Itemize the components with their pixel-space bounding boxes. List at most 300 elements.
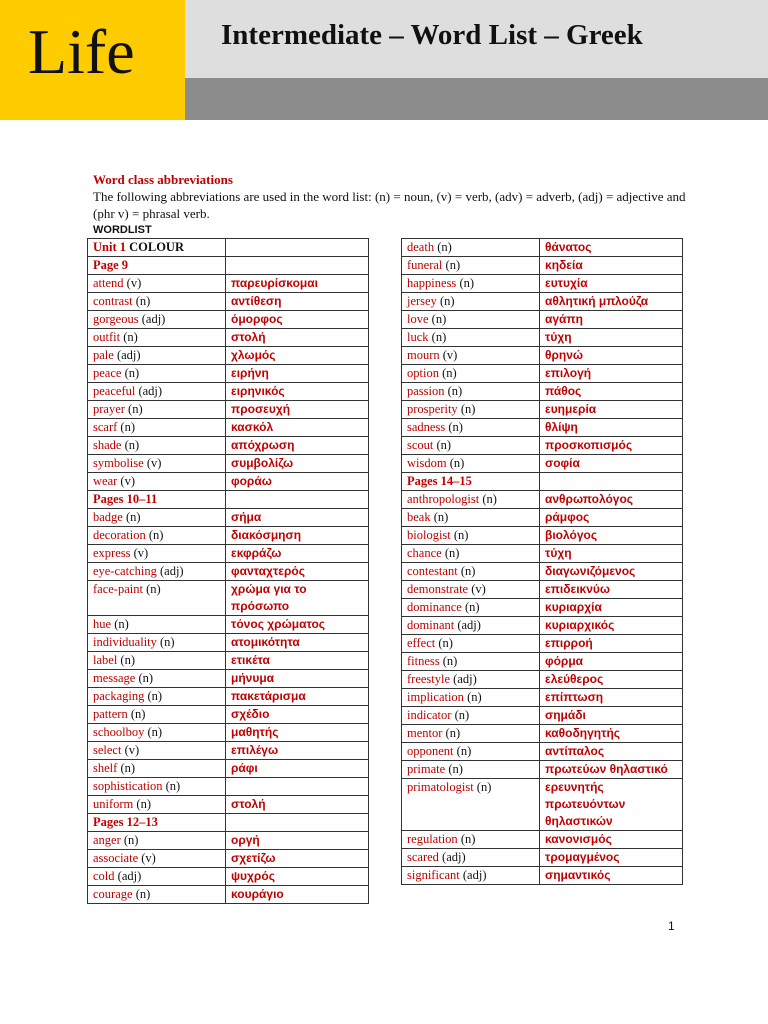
greek-translation: αντίπαλος [545,744,605,758]
greek-translation: τρομαγμένος [545,850,620,864]
english-cell [402,509,540,527]
headword: prosperity [407,402,458,416]
greek-cell [540,581,683,599]
greek-translation: στολή [231,797,266,811]
english-cell [88,275,226,293]
english-cell [88,239,226,257]
greek-cell [226,760,369,778]
table-row [88,616,369,634]
english-cell [88,688,226,706]
table-row [88,796,369,814]
headword: express [93,546,131,560]
greek-cell [540,761,683,779]
word-class: (n) [431,330,447,344]
greek-cell [540,275,683,293]
life-logo [0,0,185,120]
greek-translation: ευτυχία [545,276,588,290]
english-cell [402,437,540,455]
title-band [185,0,768,78]
english-cell [402,383,540,401]
greek-cell [226,491,369,509]
greek-cell [226,832,369,850]
table-row [402,599,683,617]
table-row [402,311,683,329]
english-cell [88,365,226,383]
table-row [88,706,369,724]
headword: opponent [407,744,454,758]
headword: option [407,366,439,380]
greek-cell [540,849,683,867]
page-title: Intermediate – Word List – Greek [221,19,643,51]
headword: uniform [93,797,134,811]
table-row [88,311,369,329]
headword: primate [407,762,446,776]
greek-translation: χρώμα για το πρόσωπο [231,582,307,613]
word-class: (n) [431,312,447,326]
table-row [88,437,369,455]
logo-text: Life [28,16,135,87]
greek-cell [226,581,369,616]
greek-cell [540,545,683,563]
headword: wear [93,474,118,488]
word-class: (adj) [116,348,141,362]
word-class: (n) [460,564,476,578]
headword: associate [93,851,139,865]
greek-translation: ανθρωπολόγος [545,492,634,506]
english-cell [402,347,540,365]
headword: funeral [407,258,443,272]
greek-cell [540,743,683,761]
greek-cell [540,671,683,689]
english-cell [88,563,226,581]
table-row [402,867,683,885]
headword: fitness [407,654,440,668]
english-cell [88,742,226,760]
greek-cell [226,419,369,437]
table-row [88,670,369,688]
word-class: (n) [135,887,151,901]
english-cell [402,867,540,885]
english-cell [88,652,226,670]
greek-cell [226,688,369,706]
table-row [88,760,369,778]
greek-cell [540,473,683,491]
word-class: (v) [442,348,458,362]
headword: anthropologist [407,492,480,506]
table-row [402,671,683,689]
greek-cell [540,329,683,347]
english-cell [402,311,540,329]
greek-translation: κουράγιο [231,887,284,901]
greek-translation: πάθος [545,384,582,398]
greek-translation: ατομικότητα [231,635,300,649]
section-heading-row [88,491,369,509]
greek-translation: κυριαρχία [545,600,602,614]
greek-translation: φανταχτερός [231,564,305,578]
greek-translation: συμβολίζω [231,456,294,470]
greek-translation: ερευνητής πρωτευόντων θηλαστικών [545,780,626,828]
english-cell [88,868,226,886]
english-cell [88,527,226,545]
headword: hue [93,617,112,631]
headword: label [93,653,118,667]
table-row [402,725,683,743]
english-cell [88,257,226,275]
english-cell [402,831,540,849]
headword: shelf [93,761,118,775]
greek-translation: απόχρωση [231,438,295,452]
table-row [402,455,683,473]
table-row [402,419,683,437]
english-cell [402,617,540,635]
table-row [402,617,683,635]
greek-cell [226,563,369,581]
headword: scout [407,438,434,452]
greek-cell [226,275,369,293]
word-class: (n) [459,276,475,290]
english-cell [402,491,540,509]
word-class: (n) [438,636,453,650]
greek-cell [226,383,369,401]
english-cell [88,491,226,509]
greek-cell [540,689,683,707]
word-class: (n) [128,402,143,416]
table-row [402,563,683,581]
table-row [402,437,683,455]
greek-cell [540,401,683,419]
word-class: (n) [123,833,139,847]
greek-cell [540,419,683,437]
greek-cell [540,867,683,885]
greek-cell [540,707,683,725]
greek-translation: αθλητική μπλούζα [545,294,649,308]
section-heading-row [402,473,683,491]
greek-cell [226,365,369,383]
english-cell [88,347,226,365]
headword: biologist [407,528,451,542]
headword: indicator [407,708,452,722]
greek-cell [226,634,369,652]
english-cell [88,311,226,329]
word-class: (n) [437,240,452,254]
unit-number: Unit 1 [93,240,126,254]
greek-cell [226,347,369,365]
table-row [88,365,369,383]
word-class: (adj) [117,869,142,883]
table-row [88,868,369,886]
table-row [88,832,369,850]
english-cell [88,760,226,778]
section-heading-row [88,257,369,275]
greek-translation: σχέδιο [231,707,270,721]
table-row [88,652,369,670]
greek-cell [540,653,683,671]
word-class: (n) [460,832,476,846]
word-class: (adj) [442,850,466,864]
word-class: (n) [120,420,135,434]
english-cell [402,725,540,743]
table-row [88,545,369,563]
greek-translation: διαγωνιζόμενος [545,564,636,578]
word-class: (n) [125,510,141,524]
english-cell [402,473,540,491]
section-heading-row [88,814,369,832]
headword: attend [93,276,124,290]
table-row [402,581,683,599]
table-row [402,347,683,365]
table-row [88,527,369,545]
greek-cell [226,850,369,868]
word-class: (adj) [462,868,487,882]
english-cell [402,849,540,867]
word-class: (n) [453,528,469,542]
greek-translation: οργή [231,833,260,847]
headword: message [93,671,136,685]
headword: freestyle [407,672,451,686]
headword: eye-catching [93,564,157,578]
greek-cell [226,473,369,491]
greek-translation: πρωτεύων θηλαστικό [545,762,668,776]
word-class: (n) [123,330,138,344]
english-cell [88,886,226,904]
headword: badge [93,510,123,524]
greek-translation: αγάπη [545,312,583,326]
word-class: (n) [160,635,175,649]
table-row [88,419,369,437]
english-cell [88,814,226,832]
greek-cell [226,437,369,455]
word-class: (n) [147,689,163,703]
greek-translation: σχετίζω [231,851,276,865]
word-class: (n) [464,600,480,614]
headword: face-paint [93,582,143,596]
word-class: (n) [433,510,449,524]
english-cell [402,329,540,347]
greek-cell [226,670,369,688]
greek-translation: χλωμός [231,348,276,362]
headword: cold [93,869,115,883]
english-cell [402,275,540,293]
greek-translation: ράφι [231,761,258,775]
english-cell [402,455,540,473]
table-row [88,401,369,419]
word-class: (n) [436,438,452,452]
word-class: (v) [141,851,156,865]
headword: implication [407,690,464,704]
english-cell [402,563,540,581]
english-cell [88,832,226,850]
greek-translation: βιολόγος [545,528,598,542]
word-table-right [401,238,683,885]
greek-cell [540,383,683,401]
word-class: (v) [146,456,162,470]
table-row [402,329,683,347]
word-class: (n) [120,653,135,667]
table-row [402,707,683,725]
headword: individuality [93,635,157,649]
greek-cell [226,545,369,563]
table-row [402,831,683,849]
english-cell [88,455,226,473]
headword: mentor [407,726,443,740]
greek-translation: καθοδηγητής [545,726,621,740]
word-class: (adj) [141,312,166,326]
greek-cell [226,886,369,904]
section-heading: Pages 14–15 [407,474,472,488]
word-class: (n) [442,654,458,668]
english-cell [402,779,540,831]
table-row [402,527,683,545]
table-row [402,293,683,311]
table-row [402,239,683,257]
headword: select [93,743,122,757]
headword: contrast [93,294,133,308]
headword: sadness [407,420,446,434]
greek-translation: επιρροή [545,636,593,650]
table-row [402,257,683,275]
headword: mourn [407,348,440,362]
unit-heading-row [88,239,369,257]
table-row [88,347,369,365]
table-row [402,743,683,761]
word-class: (n) [442,366,457,380]
headword: love [407,312,429,326]
greek-cell [540,617,683,635]
greek-translation: θρηνώ [545,348,584,362]
greek-translation: σήμα [231,510,262,524]
word-class: (n) [135,294,151,308]
word-class: (n) [445,258,461,272]
word-class: (n) [120,761,136,775]
greek-translation: στολή [231,330,266,344]
greek-translation: σημάδι [545,708,586,722]
word-class: (n) [124,438,140,452]
headword: significant [407,868,460,882]
english-cell [88,437,226,455]
headword: regulation [407,832,458,846]
greek-cell [226,706,369,724]
greek-translation: επιλέγω [231,743,279,757]
section-heading: Page 9 [93,258,129,272]
greek-cell [540,509,683,527]
word-class: (n) [476,780,492,794]
word-class: (n) [130,707,146,721]
greek-translation: επιλογή [545,366,592,380]
table-row [88,742,369,760]
table-row [402,689,683,707]
greek-translation: προσκοπισμός [545,438,633,452]
greek-cell [226,509,369,527]
english-cell [402,671,540,689]
english-cell [402,653,540,671]
greek-translation: μήνυμα [231,671,275,685]
greek-translation: τύχη [545,330,572,344]
english-cell [402,599,540,617]
english-cell [402,401,540,419]
headword: sophistication [93,779,163,793]
headword: symbolise [93,456,144,470]
table-row [402,491,683,509]
table-row [402,635,683,653]
table-row [88,563,369,581]
greek-translation: όμορφος [231,312,283,326]
greek-translation: μαθητής [231,725,279,739]
headword: effect [407,636,436,650]
table-row [402,365,683,383]
english-cell [88,581,226,616]
english-cell [88,616,226,634]
greek-translation: αντίθεση [231,294,282,308]
english-cell [402,419,540,437]
headword: passion [407,384,445,398]
greek-cell [540,257,683,275]
word-class: (n) [124,366,140,380]
english-cell [402,545,540,563]
word-class: (n) [138,671,154,685]
word-class: (v) [126,276,142,290]
table-row [88,275,369,293]
greek-cell [540,293,683,311]
headword: death [407,240,435,254]
headword: outfit [93,330,121,344]
table-row [402,761,683,779]
greek-translation: ειρηνικός [231,384,285,398]
word-table-left [87,238,369,904]
header-accent-band [185,78,768,120]
english-cell [402,527,540,545]
headword: happiness [407,276,457,290]
table-row [88,329,369,347]
greek-translation: ράμφος [545,510,590,524]
headword: packaging [93,689,145,703]
word-class: (adj) [453,672,477,686]
headword: decoration [93,528,146,542]
greek-cell [540,779,683,831]
table-row [402,383,683,401]
greek-translation: πακετάρισμα [231,689,306,703]
headword: courage [93,887,133,901]
greek-translation: διακόσμηση [231,528,302,542]
english-cell [88,419,226,437]
table-row [88,509,369,527]
word-class: (n) [136,797,151,811]
word-class: (adj) [457,618,481,632]
abbreviations-heading: Word class abbreviations [93,172,233,187]
greek-cell [226,616,369,634]
word-class: (n) [147,725,163,739]
greek-translation: κηδεία [545,258,583,272]
word-class: (n) [439,294,455,308]
word-class: (n) [444,546,460,560]
word-class: (v) [471,582,486,596]
english-cell [88,670,226,688]
greek-cell [540,239,683,257]
headword: wisdom [407,456,447,470]
unit-title: COLOUR [129,240,184,254]
greek-cell [540,455,683,473]
word-class: (n) [454,708,470,722]
english-cell [402,581,540,599]
table-row [402,779,683,831]
greek-translation: ελεύθερος [545,672,604,686]
greek-cell [540,437,683,455]
greek-cell [226,724,369,742]
greek-translation: επίπτωση [545,690,604,704]
abbreviations-block [93,171,693,239]
greek-cell [540,527,683,545]
table-row [88,581,369,616]
word-class: (v) [120,474,135,488]
